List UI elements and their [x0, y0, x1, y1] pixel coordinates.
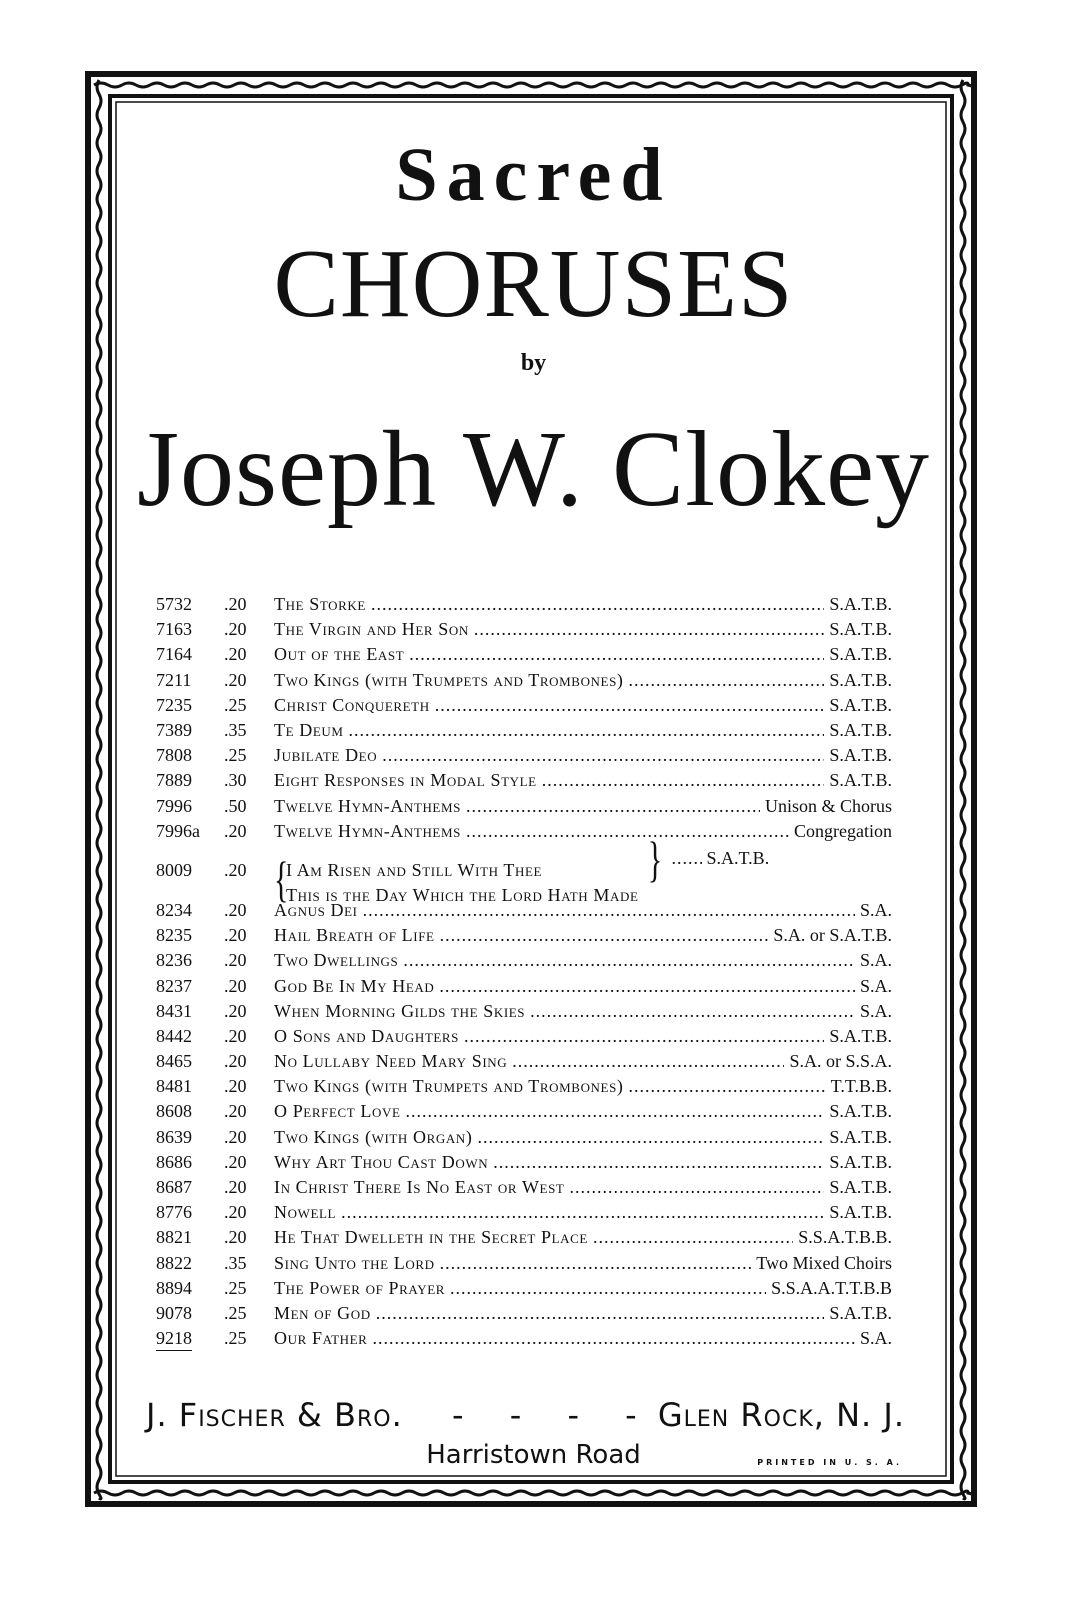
dot-leader [493, 1152, 824, 1173]
catalog-title-cell [274, 1026, 892, 1047]
catalog-row [156, 592, 892, 617]
catalog-title-cell [274, 1303, 892, 1324]
catalog-title: O Perfect Love [274, 1101, 401, 1122]
catalog-voicing: T.T.B.B. [830, 1076, 892, 1097]
catalog-title: The Storke [274, 594, 366, 615]
catalog-row [156, 973, 892, 998]
left-brace-icon: { [274, 850, 289, 907]
catalog-row [156, 923, 892, 948]
catalog-title: No Lullaby Need Mary Sing [274, 1051, 508, 1072]
catalog-voicing: S.A.T.B. [829, 1302, 892, 1323]
catalog-title-cell [274, 976, 892, 997]
catalog-title: Twelve Hymn-Anthems [274, 795, 461, 816]
dot-leader [569, 1177, 824, 1198]
publisher-separator: - - - - [452, 1396, 655, 1434]
catalog-row [156, 617, 892, 642]
catalog-price: .20 [224, 1126, 247, 1147]
catalog-price: .20 [224, 975, 247, 996]
catalog-number: 7889 [156, 770, 192, 791]
dot-leader [341, 1202, 824, 1223]
catalog-list [156, 592, 892, 1351]
title-sacred: Sacred [395, 133, 672, 217]
catalog-title: The Virgin and Her Son [274, 619, 469, 640]
dot-leader [376, 1303, 825, 1324]
dot-leader [512, 1051, 784, 1072]
catalog-number: 8235 [156, 925, 192, 946]
catalog-title: Out of the East [274, 644, 405, 665]
catalog-price: .20 [224, 1000, 247, 1021]
dot-leader [477, 1127, 824, 1148]
catalog-price: .20 [224, 1051, 247, 1072]
catalog-row [156, 1099, 892, 1124]
catalog-voicing: S.A. [859, 950, 892, 971]
catalog-title-cell [274, 1051, 892, 1072]
dot-leader [450, 1278, 766, 1299]
catalog-number: 7163 [156, 619, 192, 640]
catalog-title: Eight Responses in Modal Style [274, 770, 537, 791]
catalog-price: .20 [224, 1101, 247, 1122]
catalog-row [156, 1276, 892, 1301]
dot-leader [629, 670, 825, 691]
catalog-price: .20 [224, 950, 247, 971]
catalog-price: .30 [224, 770, 247, 791]
catalog-number: 7808 [156, 745, 192, 766]
dot-leader [382, 745, 824, 766]
catalog-row [156, 1200, 892, 1225]
catalog-title: I Am Risen and Still With Thee [286, 859, 543, 880]
catalog-voicing: S.A.T.B. [829, 619, 892, 640]
catalog-number: 7235 [156, 694, 192, 715]
catalog-voicing: Unison & Chorus [764, 795, 892, 816]
dot-leader [371, 594, 824, 615]
catalog-title-cell [274, 1202, 892, 1223]
catalog-title-cell [274, 720, 892, 741]
dot-leader [439, 976, 855, 997]
catalog-price: .20 [224, 619, 247, 640]
catalog-title-cell [274, 1001, 892, 1022]
catalog-number: 8431 [156, 1000, 192, 1021]
catalog-title-cell [274, 644, 892, 665]
publisher-street: Harristown Road [426, 1440, 641, 1470]
catalog-price: .20 [224, 1151, 247, 1172]
catalog-price: .25 [224, 1277, 247, 1298]
catalog-voicing: S.A.T.B. [829, 694, 892, 715]
catalog-voicing: Two Mixed Choirs [756, 1252, 892, 1273]
catalog-voicing: S.A. [859, 1000, 892, 1021]
dot-leader [409, 644, 824, 665]
catalog-number: 8465 [156, 1051, 192, 1072]
catalog-price: .20 [224, 1177, 247, 1198]
catalog-row [156, 768, 892, 793]
catalog-title: God Be In My Head [274, 975, 435, 996]
dot-leader [593, 1227, 793, 1248]
catalog-row [156, 1150, 892, 1175]
catalog-number: 9078 [156, 1302, 192, 1323]
catalog-price: .25 [224, 694, 247, 715]
catalog-title-cell [274, 670, 892, 691]
catalog-title: Agnus Dei [274, 899, 358, 920]
catalog-number: 8686 [156, 1151, 192, 1172]
catalog-number: 8776 [156, 1202, 192, 1223]
catalog-voicing: S.A.T.B. [829, 720, 892, 741]
catalog-title: Twelve Hymn-Anthems [274, 820, 461, 841]
catalog-title-cell [274, 1152, 892, 1173]
dot-leader [435, 695, 825, 716]
catalog-title: Two Kings (with Trumpets and Trombones) [274, 669, 624, 690]
catalog-voicing: S.A.T.B. [829, 594, 892, 615]
catalog-row [156, 1326, 892, 1351]
catalog-voicing: S.A.T.B. [829, 1101, 892, 1122]
catalog-voicing: S.A.T.B. [829, 745, 892, 766]
catalog-voicing: S.A. [859, 1328, 892, 1349]
catalog-number: 8822 [156, 1252, 192, 1273]
catalog-row [156, 1024, 892, 1049]
catalog-title-cell [274, 1328, 892, 1349]
catalog-price: .20 [224, 899, 247, 920]
catalog-title: This is the Day Which the Lord Hath Made [286, 884, 639, 905]
catalog-title: The Power of Prayer [274, 1277, 445, 1298]
catalog-title-cell [274, 925, 892, 946]
catalog-voicing: S.A.T.B. [829, 1126, 892, 1147]
catalog-title: Christ Conquereth [274, 694, 430, 715]
catalog-voicing: S.A.T.B. [829, 1202, 892, 1223]
catalog-title: Sing Unto the Lord [274, 1252, 435, 1273]
catalog-number: 7996 [156, 795, 192, 816]
catalog-title: Our Father [274, 1328, 368, 1349]
catalog-voicing: S.A. [859, 899, 892, 920]
catalog-number: 5732 [156, 594, 192, 615]
catalog-row [156, 693, 892, 718]
catalog-voicing: S.A. [859, 975, 892, 996]
catalog-title: Nowell [274, 1202, 337, 1223]
catalog-price: .20 [224, 594, 247, 615]
catalog-title: In Christ There Is No East or West [274, 1177, 565, 1198]
catalog-title: When Morning Gilds the Skies [274, 1000, 526, 1021]
catalog-title: Men of God [274, 1302, 371, 1323]
catalog-row [156, 999, 892, 1024]
catalog-voicing: S.A.T.B. [829, 1025, 892, 1046]
catalog-title-cell [274, 796, 892, 817]
catalog-title: Two Kings (with Trumpets and Trombones) [274, 1076, 624, 1097]
publisher-city: Glen Rock, N. J. [657, 1396, 905, 1434]
catalog-number: 8687 [156, 1177, 192, 1198]
catalog-row [156, 1049, 892, 1074]
catalog-number: 8009 [156, 860, 192, 881]
catalog-title: Hail Breath of Life [274, 925, 435, 946]
dot-leader [466, 796, 760, 817]
dot-leader [372, 1328, 855, 1349]
catalog-voicing: Congregation [794, 820, 892, 841]
dot-leader [440, 1253, 752, 1274]
catalog-title-cell [274, 770, 892, 791]
catalog-title-cell [274, 1227, 892, 1248]
catalog-price: .20 [224, 669, 247, 690]
catalog-title-cell [274, 619, 892, 640]
catalog-number: 8237 [156, 975, 192, 996]
dot-leader [440, 925, 769, 946]
catalog-number: 7164 [156, 644, 192, 665]
catalog-price: .35 [224, 1252, 247, 1273]
catalog-row [156, 794, 892, 819]
publisher-name: J. Fischer & Bro. [146, 1396, 403, 1434]
catalog-row [156, 743, 892, 768]
catalog-title-cell [274, 950, 892, 971]
catalog-price: .25 [224, 1302, 247, 1323]
catalog-title-cell [274, 695, 892, 716]
title-by: by [520, 350, 547, 376]
catalog-voicing: S.A.T.B. [706, 848, 770, 869]
catalog-number: 8234 [156, 899, 192, 920]
catalog-voicing: S.A.T.B. [829, 1177, 892, 1198]
catalog-title-cell [274, 1076, 892, 1097]
catalog-price: .20 [224, 1227, 247, 1248]
catalog-row [156, 898, 892, 923]
catalog-title-cell [274, 1177, 892, 1198]
catalog-row [156, 1251, 892, 1276]
catalog-title: Two Dwellings [274, 950, 399, 971]
catalog-price: .25 [224, 745, 247, 766]
catalog-voicing: S.A.T.B. [829, 644, 892, 665]
catalog-price: .20 [224, 1076, 247, 1097]
catalog-number: 8639 [156, 1126, 192, 1147]
catalog-number: 8442 [156, 1025, 192, 1046]
catalog-number: 9218 [156, 1328, 192, 1349]
catalog-price: .20 [224, 1025, 247, 1046]
catalog-voicing: S.A. or S.A.T.B. [773, 925, 892, 946]
right-brace-icon: } [647, 830, 662, 887]
catalog-title: He That Dwelleth in the Secret Place [274, 1227, 588, 1248]
catalog-voicing: S.A.T.B. [829, 1151, 892, 1172]
catalog-price: .20 [224, 860, 247, 881]
catalog-number: 8608 [156, 1101, 192, 1122]
catalog-title-cell [274, 900, 892, 921]
catalog-row [156, 668, 892, 693]
catalog-number: 8894 [156, 1277, 192, 1298]
catalog-row [156, 1125, 892, 1150]
catalog-number: 8821 [156, 1227, 192, 1248]
catalog-title-cell [274, 745, 892, 766]
dot-leader [349, 720, 825, 741]
catalog-voicing: S.S.A.T.B.B. [798, 1227, 892, 1248]
catalog-voicing: S.A.T.B. [829, 669, 892, 690]
catalog-title: Te Deum [274, 720, 344, 741]
catalog-number: 7211 [156, 669, 192, 690]
catalog-price: .20 [224, 644, 247, 665]
catalog-title-cell [274, 1101, 892, 1122]
catalog-row [156, 1175, 892, 1200]
catalog-voicing: S.A.T.B. [829, 770, 892, 791]
catalog-row [156, 948, 892, 973]
catalog-row [156, 1301, 892, 1326]
catalog-title: Jubilate Deo [274, 745, 378, 766]
catalog-title-cell [274, 1127, 892, 1148]
dot-leader [474, 619, 824, 640]
catalog-row [156, 642, 892, 667]
catalog-voicing: S.A. or S.S.A. [789, 1051, 892, 1072]
dot-leader [406, 1101, 825, 1122]
catalog-price: .20 [224, 1202, 247, 1223]
title-choruses: CHORUSES [273, 230, 794, 338]
composer-name: Joseph W. Clokey [136, 410, 931, 529]
catalog-price: .35 [224, 720, 247, 741]
catalog-title-cell [274, 1253, 892, 1274]
catalog-number: 8481 [156, 1076, 192, 1097]
catalog-price: .20 [224, 820, 247, 841]
catalog-title: Two Kings (with Organ) [274, 1126, 473, 1147]
dot-leader [672, 848, 702, 869]
catalog-number: 8236 [156, 950, 192, 971]
catalog-price: .50 [224, 795, 247, 816]
catalog-title-cell [274, 594, 892, 615]
catalog-row [156, 1074, 892, 1099]
catalog-number: 7389 [156, 720, 192, 741]
dot-leader [629, 1076, 826, 1097]
catalog-title: Why Art Thou Cast Down [274, 1151, 489, 1172]
dot-leader [464, 1026, 824, 1047]
dot-leader [542, 770, 825, 791]
catalog-price: .20 [224, 925, 247, 946]
catalog-voicing: S.S.A.A.T.T.B.B [771, 1277, 892, 1298]
catalog-row [156, 718, 892, 743]
catalog-price: .25 [224, 1328, 247, 1349]
catalog-title: O Sons and Daughters [274, 1025, 460, 1046]
catalog-row [156, 1225, 892, 1250]
printed-notice: PRINTED IN U. S. A. [757, 1458, 902, 1467]
catalog-title-cell [274, 1278, 892, 1299]
dot-leader [363, 900, 855, 921]
dot-leader [403, 950, 855, 971]
dot-leader [530, 1001, 855, 1022]
catalog-number: 7996a [156, 820, 200, 841]
